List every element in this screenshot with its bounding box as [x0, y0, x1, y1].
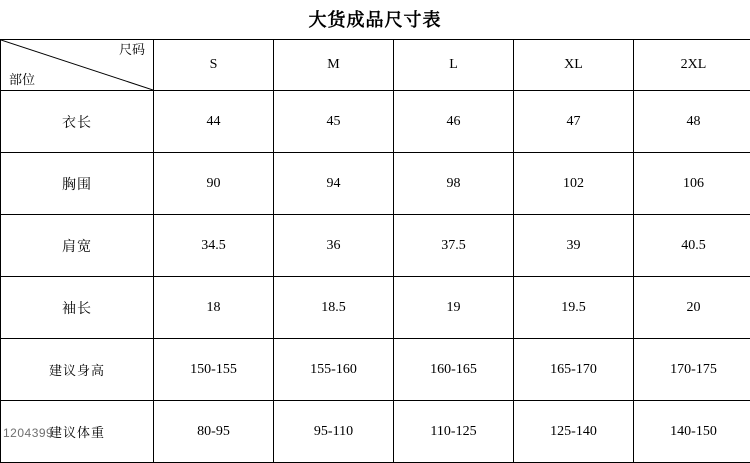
size-header-l: L	[394, 40, 514, 91]
cell-height-xl: 165-170	[514, 339, 634, 401]
cell-weight-m: 95-110	[274, 401, 394, 463]
cell-sleeve-m: 18.5	[274, 277, 394, 339]
cell-weight-s: 80-95	[154, 401, 274, 463]
watermark: 1204399	[3, 426, 53, 440]
size-header-2xl: 2XL	[634, 40, 750, 91]
size-table	[0, 39, 750, 463]
table-row	[1, 91, 750, 153]
cell-sleeve-2xl: 20	[634, 277, 750, 339]
cell-height-2xl: 170-175	[634, 339, 750, 401]
cell-bust-l: 98	[394, 153, 514, 215]
size-table-body	[1, 40, 750, 463]
page-title: 大货成品尺寸表	[0, 0, 750, 39]
corner-part-label: 部位	[9, 73, 35, 87]
corner-size-label: 尺码	[119, 43, 145, 57]
cell-sleeve-s: 18	[154, 277, 274, 339]
cell-weight-2xl: 140-150	[634, 401, 750, 463]
corner-header-cell	[1, 40, 154, 91]
size-header-m: M	[274, 40, 394, 91]
row-label-weight: 建议体重	[1, 401, 154, 463]
row-label-bust: 胸围	[1, 153, 154, 215]
size-header-xl: XL	[514, 40, 634, 91]
row-label-height: 建议身高	[1, 339, 154, 401]
cell-bust-s: 90	[154, 153, 274, 215]
table-header-row	[1, 40, 750, 91]
row-label-shoulder: 肩宽	[1, 215, 154, 277]
row-label-sleeve: 袖长	[1, 277, 154, 339]
cell-length-xl: 47	[514, 91, 634, 153]
row-label-length: 衣长	[1, 91, 154, 153]
cell-shoulder-xl: 39	[514, 215, 634, 277]
cell-sleeve-l: 19	[394, 277, 514, 339]
cell-shoulder-2xl: 40.5	[634, 215, 750, 277]
cell-length-l: 46	[394, 91, 514, 153]
cell-weight-xl: 125-140	[514, 401, 634, 463]
cell-bust-xl: 102	[514, 153, 634, 215]
cell-bust-2xl: 106	[634, 153, 750, 215]
cell-length-2xl: 48	[634, 91, 750, 153]
cell-sleeve-xl: 19.5	[514, 277, 634, 339]
cell-bust-m: 94	[274, 153, 394, 215]
size-header-s: S	[154, 40, 274, 91]
table-row	[1, 277, 750, 339]
table-row	[1, 215, 750, 277]
table-row	[1, 339, 750, 401]
cell-length-m: 45	[274, 91, 394, 153]
cell-height-m: 155-160	[274, 339, 394, 401]
cell-height-s: 150-155	[154, 339, 274, 401]
cell-height-l: 160-165	[394, 339, 514, 401]
cell-shoulder-m: 36	[274, 215, 394, 277]
table-row	[1, 401, 750, 463]
cell-shoulder-s: 34.5	[154, 215, 274, 277]
cell-length-s: 44	[154, 91, 274, 153]
cell-weight-l: 110-125	[394, 401, 514, 463]
table-row	[1, 153, 750, 215]
cell-shoulder-l: 37.5	[394, 215, 514, 277]
